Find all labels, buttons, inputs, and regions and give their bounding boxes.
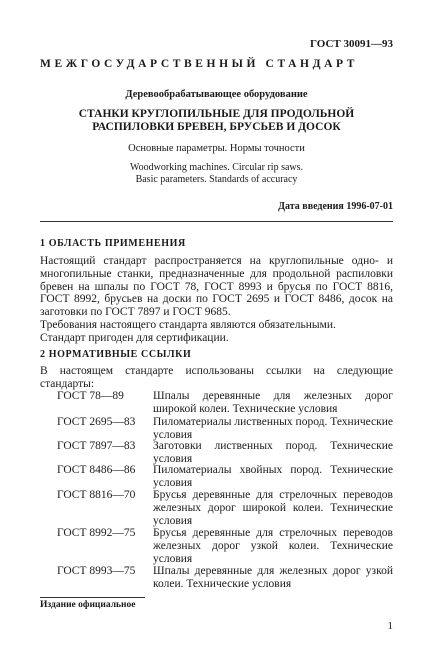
document-title xyxy=(40,108,393,134)
reference-description: Пиломатериалы хвойных пород. Технические условия xyxy=(153,464,393,489)
category: Деревообрабатывающее оборудование xyxy=(125,89,308,100)
gost-number: ГОСТ 30091—93 xyxy=(310,38,393,50)
english-title-line: Basic parameters. Standards of accuracy xyxy=(135,174,298,185)
divider xyxy=(40,221,393,222)
title-line: СТАНКИ КРУГЛОПИЛЬНЫЕ ДЛЯ ПРОДОЛЬНОЙ xyxy=(78,108,355,120)
reference-description: Заготовки лиственных пород. Технические условия xyxy=(153,440,393,465)
title-line: РАСПИЛОВКИ БРЕВЕН, БРУСЬЕВ И ДОСОК xyxy=(92,121,341,133)
reference-code: ГОСТ 8992—75 xyxy=(57,527,136,539)
reference-description: Брусья деревянные для стрелочных переводов железных дорог узкой колеи. Технические условия xyxy=(153,527,393,565)
reference-item xyxy=(57,527,393,569)
english-title xyxy=(40,162,393,186)
certification-note: Стандарт пригоден для сертификации. xyxy=(40,332,229,344)
reference-description: Пиломатериалы лиственных пород. Технические условия xyxy=(153,416,393,441)
english-title-line: Woodworking machines. Circular rip saws. xyxy=(129,162,304,173)
reference-code: ГОСТ 8816—70 xyxy=(57,489,136,501)
scope-paragraph: Настоящий стандарт распространяется на круглопильные одно- и многопильные станки, предназначенные для продольной распиловки бревен на шпалы по ГОСТ 78, ГОСТ 8993 и брусья по ГОСТ 8816, ГОСТ 8992, брусьев на доски по ГОСТ 2695 и ГОСТ 8486, досок на заготовки по ГОСТ 7897 и ГОСТ 9685. xyxy=(40,255,393,319)
section-heading-scope: 1 ОБЛАСТЬ ПРИМЕНЕНИЯ xyxy=(40,238,186,249)
reference-item xyxy=(57,489,393,531)
standard-label: МЕЖГОСУДАРСТВЕННЫЙ СТАНДАРТ xyxy=(40,58,359,70)
effective-date: Дата введения 1996-07-01 xyxy=(278,201,393,212)
reference-description: Шпалы деревянные для железных дорог узкой колеи. Технические условия xyxy=(153,565,393,590)
reference-code: ГОСТ 7897—83 xyxy=(57,440,136,452)
footer-divider xyxy=(40,597,145,598)
reference-description: Шпалы деревянные для железных дорог широкой колеи. Технические условия xyxy=(153,390,393,415)
reference-code: ГОСТ 8486—86 xyxy=(57,464,136,476)
reference-code: ГОСТ 78—89 xyxy=(57,390,124,402)
requirement-note: Требования настоящего стандарта являются обязательными. xyxy=(40,319,336,331)
reference-code: ГОСТ 8993—75 xyxy=(57,565,136,577)
reference-description: Брусья деревянные для стрелочных переводов железных дорог широкой колеи. Технические условия xyxy=(153,489,393,527)
references-intro: В настоящем стандарте использованы ссылки на следующие стандарты: xyxy=(40,365,393,390)
subtitle: Основные параметры. Нормы точности xyxy=(128,143,305,154)
page-number: 1 xyxy=(387,620,393,632)
reference-item xyxy=(57,565,393,595)
reference-code: ГОСТ 2695—83 xyxy=(57,416,136,428)
section-heading-references: 2 НОРМАТИВНЫЕ ССЫЛКИ xyxy=(40,349,192,360)
edition-note: Издание официальное xyxy=(40,600,136,610)
